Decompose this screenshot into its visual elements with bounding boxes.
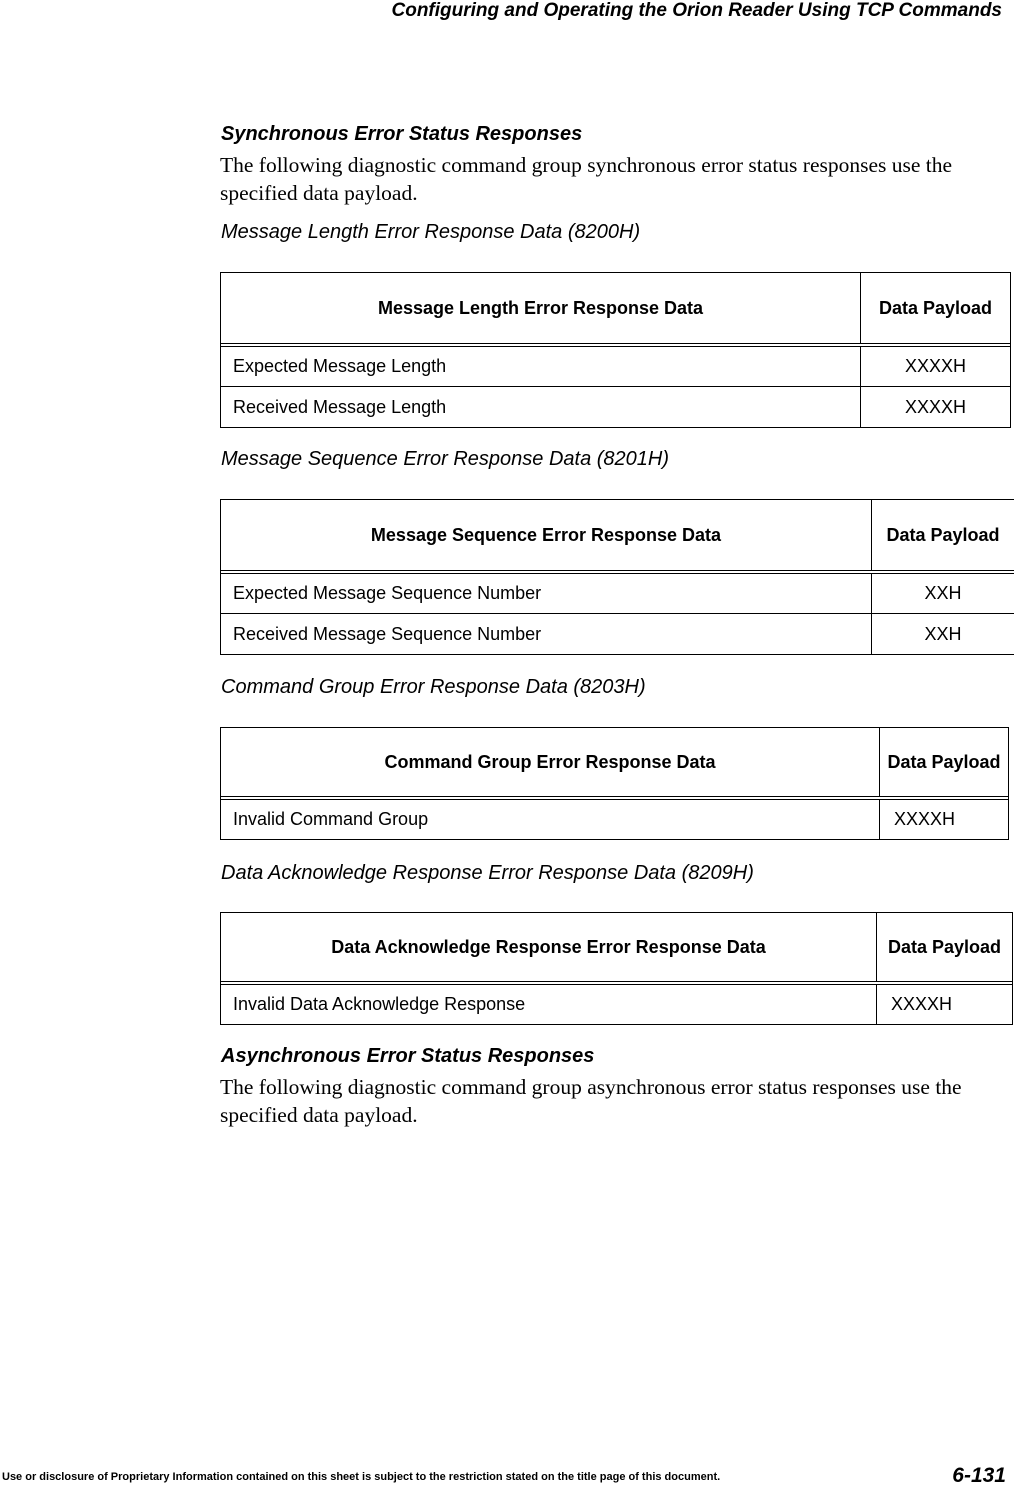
- row-label: Expected Message Sequence Number: [221, 574, 872, 613]
- data-acknowledge-error-table: [220, 912, 1013, 1025]
- page-number: 6-131: [952, 1464, 1006, 1487]
- row-payload: XXXXH: [904, 356, 967, 376]
- table-caption-message-length: Message Length Error Response Data (8200H): [221, 221, 641, 243]
- table-row: [221, 347, 1010, 386]
- table-row: [221, 613, 1014, 654]
- column-header-response-data: Data Acknowledge Response Error Response Data: [221, 913, 877, 981]
- table-header-row: [221, 728, 1008, 800]
- row-label: Received Message Length: [221, 387, 861, 427]
- table-row: [221, 574, 1014, 613]
- row-label: Invalid Command Group: [221, 800, 880, 839]
- table-header-row: [221, 913, 1012, 985]
- row-payload: XXH: [924, 623, 962, 644]
- proprietary-notice: Use or disclosure of Proprietary Information contained on this sheet is subject to the restriction stated on the title page of this document.: [2, 1471, 721, 1483]
- sync-section-body: The following diagnostic command group synchronous error status responses use the specified data payload.: [220, 153, 953, 205]
- column-header-response-data: Message Sequence Error Response Data: [221, 500, 872, 570]
- table-caption-data-acknowledge: Data Acknowledge Response Error Response Data (8209H): [221, 862, 754, 884]
- async-section-heading: Asynchronous Error Status Responses: [221, 1045, 595, 1067]
- row-label: Received Message Sequence Number: [221, 614, 872, 654]
- running-header: Configuring and Operating the Orion Reader Using TCP Commands: [391, 0, 1002, 21]
- table-header-row: [221, 273, 1010, 347]
- row-payload: XXXXH: [894, 809, 956, 829]
- row-label: Expected Message Length: [221, 347, 861, 386]
- column-header-response-data: Message Length Error Response Data: [221, 273, 861, 343]
- message-sequence-error-table: [220, 499, 1014, 655]
- table-caption-message-sequence: Message Sequence Error Response Data (8201H): [221, 448, 670, 470]
- column-header-data-payload: Data Payload: [886, 524, 1000, 545]
- column-header-data-payload: Data Payload: [887, 936, 1002, 957]
- table-header-row: [221, 500, 1014, 574]
- command-group-error-table: [220, 727, 1009, 840]
- row-label: Invalid Data Acknowledge Response: [221, 985, 877, 1024]
- message-length-error-table: [220, 272, 1011, 428]
- row-payload: XXXXH: [891, 994, 953, 1014]
- table-row: [221, 800, 1008, 839]
- table-row: [221, 985, 1012, 1024]
- column-header-data-payload: Data Payload: [887, 751, 1001, 772]
- column-header-response-data: Command Group Error Response Data: [221, 728, 880, 796]
- sync-section-heading: Synchronous Error Status Responses: [221, 123, 583, 145]
- column-header-data-payload: Data Payload: [878, 297, 993, 318]
- row-payload: XXXXH: [904, 396, 967, 417]
- async-section-body: The following diagnostic command group asynchronous error status responses use the specified data payload.: [220, 1075, 962, 1127]
- row-payload: XXH: [924, 583, 962, 603]
- table-row: [221, 386, 1010, 427]
- table-caption-command-group: Command Group Error Response Data (8203H): [221, 676, 646, 698]
